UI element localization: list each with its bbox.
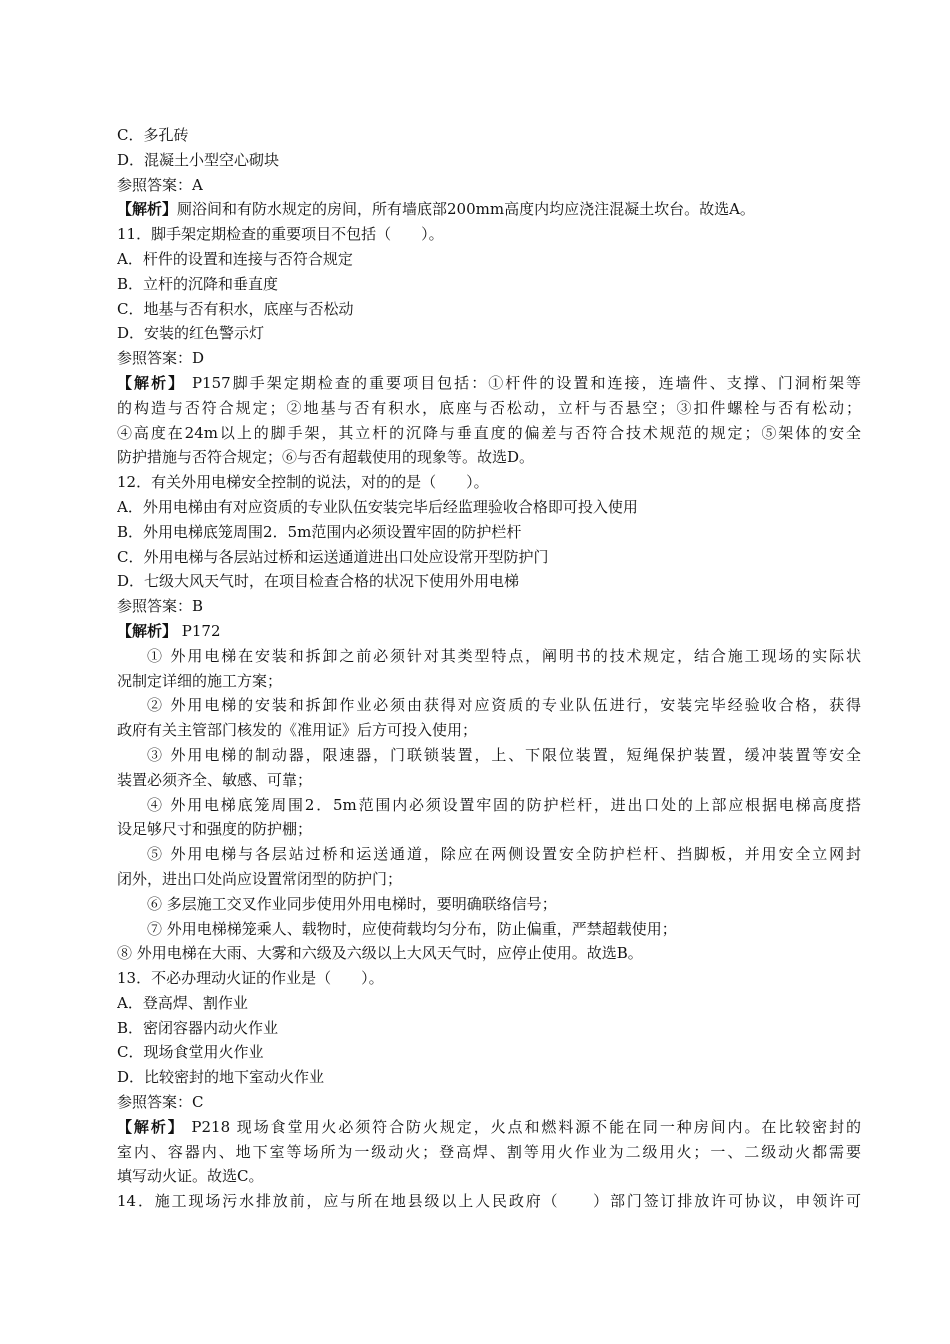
text-line xyxy=(117,619,861,644)
line-text: 防护措施与否符合规定；⑥与否有超载使用的现象等。故选D。 xyxy=(117,448,535,467)
line-text: 的构造与否符合规定；②地基与否有积水，底座与否松动，立杆与否悬空；③扣件螺栓与否有松动； xyxy=(117,398,861,417)
line-text: C．地基与否有积水，底座与否松动 xyxy=(117,299,354,318)
text-line xyxy=(117,520,861,545)
text-line xyxy=(117,743,861,768)
text-line xyxy=(117,545,861,570)
text-line xyxy=(117,297,861,322)
line-text: ③ 外用电梯的制动器，限速器，门联锁装置，上、下限位装置，短绳保护装置，缓冲装置等安全 xyxy=(147,745,861,764)
text-line xyxy=(117,197,861,222)
line-text: B．立杆的沉降和垂直度 xyxy=(117,274,279,293)
text-line xyxy=(117,917,861,942)
text-line xyxy=(117,1115,861,1140)
line-text: D．混凝土小型空心砌块 xyxy=(117,150,280,169)
line-text: P157脚手架定期检查的重要项目包括：①杆件的设置和连接，连墙件、支撑、门洞桁架等 xyxy=(185,373,861,392)
text-line xyxy=(117,1040,861,1065)
line-text: ⑤ 外用电梯与各层站过桥和运送通道，除应在两侧设置安全防护栏杆、挡脚板，并用安全立网封 xyxy=(147,845,861,864)
text-line xyxy=(117,445,861,470)
line-text: 14．施工现场污水排放前，应与所在地县级以上人民政府（ ）部门签订排放许可协议，申领许可 xyxy=(117,1192,861,1211)
text-line xyxy=(117,173,861,198)
line-text: C．外用电梯与各层站过桥和运送通道进出口处应设常开型防护门 xyxy=(117,547,549,566)
line-text: P172 xyxy=(177,621,221,640)
analysis-tag: 【解析】 xyxy=(117,1117,185,1136)
text-line xyxy=(117,346,861,371)
document-page xyxy=(117,123,861,1214)
line-text: 参照答案：D xyxy=(117,349,205,368)
text-line xyxy=(117,768,861,793)
text-line xyxy=(117,669,861,694)
line-text: 装置必须齐全、敏感、可靠； xyxy=(117,770,313,789)
line-text: A．杆件的设置和连接与否符合规定 xyxy=(117,249,353,268)
line-text: ⑥ 多层施工交叉作业同步使用外用电梯时，要明确联络信号； xyxy=(147,894,557,913)
line-text: 室内、容器内、地下室等场所为一级动火；登高焊、割等用火作业为二级用火；一、二级动火都需要 xyxy=(117,1142,861,1161)
text-line xyxy=(117,123,861,148)
text-line xyxy=(117,991,861,1016)
line-text: 参照答案：C xyxy=(117,1093,204,1112)
line-text: A．登高焊、割作业 xyxy=(117,993,248,1012)
text-line xyxy=(117,371,861,396)
text-line xyxy=(117,1164,861,1189)
text-line xyxy=(117,793,861,818)
line-text: ④高度在24m以上的脚手架，其立杆的沉降与垂直度的偏差与否符合技术规范的规定；⑤架体的安全 xyxy=(117,423,861,442)
line-text: C．现场食堂用火作业 xyxy=(117,1043,264,1062)
text-line xyxy=(117,222,861,247)
text-line xyxy=(117,1016,861,1041)
text-line xyxy=(117,644,861,669)
line-text: ② 外用电梯的安装和拆卸作业必须由获得对应资质的专业队伍进行，安装完毕经验收合格，获得 xyxy=(147,696,861,715)
line-text: A．外用电梯由有对应资质的专业队伍安装完毕后经监理验收合格即可投入使用 xyxy=(117,497,638,516)
line-text: 11．脚手架定期检查的重要项目不包括（ ）。 xyxy=(117,225,444,244)
line-text: P218 现场食堂用火必须符合防火规定，火点和燃料源不能在同一种房间内。在比较密封的 xyxy=(184,1117,861,1136)
text-line xyxy=(117,1090,861,1115)
line-text: D．七级大风天气时，在项目检查合格的状况下使用外用电梯 xyxy=(117,572,520,591)
line-text: D．安装的红色警示灯 xyxy=(117,324,265,343)
line-text: 设足够尺寸和强度的防护棚； xyxy=(117,820,313,839)
text-line xyxy=(117,569,861,594)
line-text: 况制定详细的施工方案； xyxy=(117,671,283,690)
text-line xyxy=(117,842,861,867)
line-text: ⑦ 外用电梯梯笼乘人、载物时，应使荷载均匀分布，防止偏重，严禁超载使用； xyxy=(147,919,677,938)
text-line xyxy=(117,321,861,346)
line-text: 填写动火证。故选C。 xyxy=(117,1167,264,1186)
line-text: B．密闭容器内动火作业 xyxy=(117,1018,279,1037)
line-text: 闭外，进出口处尚应设置常闭型的防护门； xyxy=(117,869,403,888)
text-line xyxy=(117,817,861,842)
text-line xyxy=(117,470,861,495)
analysis-tag: 【解析】 xyxy=(117,621,178,640)
text-line xyxy=(117,1065,861,1090)
line-text: 13．不必办理动火证的作业是（ ）。 xyxy=(117,969,384,988)
line-text: 参照答案：A xyxy=(117,175,203,194)
line-text: 参照答案：B xyxy=(117,597,204,616)
line-text: D．比较密封的地下室动火作业 xyxy=(117,1068,325,1087)
line-text: ④ 外用电梯底笼周围2．5m范围内必须设置牢固的防护栏杆，进出口处的上部应根据电梯高度搭 xyxy=(147,795,861,814)
text-line xyxy=(117,892,861,917)
analysis-tag: 【解析】 xyxy=(117,373,186,392)
text-line xyxy=(117,272,861,297)
text-line xyxy=(117,718,861,743)
line-text: C．多孔砖 xyxy=(117,126,189,144)
text-line xyxy=(117,693,861,718)
line-text: 12．有关外用电梯安全控制的说法，对的的是（ ）。 xyxy=(117,473,489,492)
text-line xyxy=(117,594,861,619)
line-text: ⑧ 外用电梯在大雨、大雾和六级及六级以上大风天气时，应停止使用。故选B。 xyxy=(117,944,643,963)
line-text: B．外用电梯底笼周围2．5m范围内必须设置牢固的防护栏杆 xyxy=(117,522,522,541)
line-text: ① 外用电梯在安装和拆卸之前必须针对其类型特点，阐明书的技术规定，结合施工现场的实际状 xyxy=(147,646,861,665)
text-line xyxy=(117,1189,861,1214)
text-line xyxy=(117,867,861,892)
text-line xyxy=(117,247,861,272)
text-line xyxy=(117,966,861,991)
analysis-tag: 【解析】 xyxy=(117,200,178,219)
text-line xyxy=(117,421,861,446)
line-text: 厕浴间和有防水规定的房间，所有墙底部200mm高度内均应浇注混凝土坎台。故选A。 xyxy=(177,200,755,219)
text-line xyxy=(117,1140,861,1165)
text-line xyxy=(117,941,861,966)
text-line xyxy=(117,495,861,520)
line-text: 政府有关主管部门核发的《准用证》后方可投入使用； xyxy=(117,721,478,740)
text-line xyxy=(117,396,861,421)
text-line xyxy=(117,148,861,173)
